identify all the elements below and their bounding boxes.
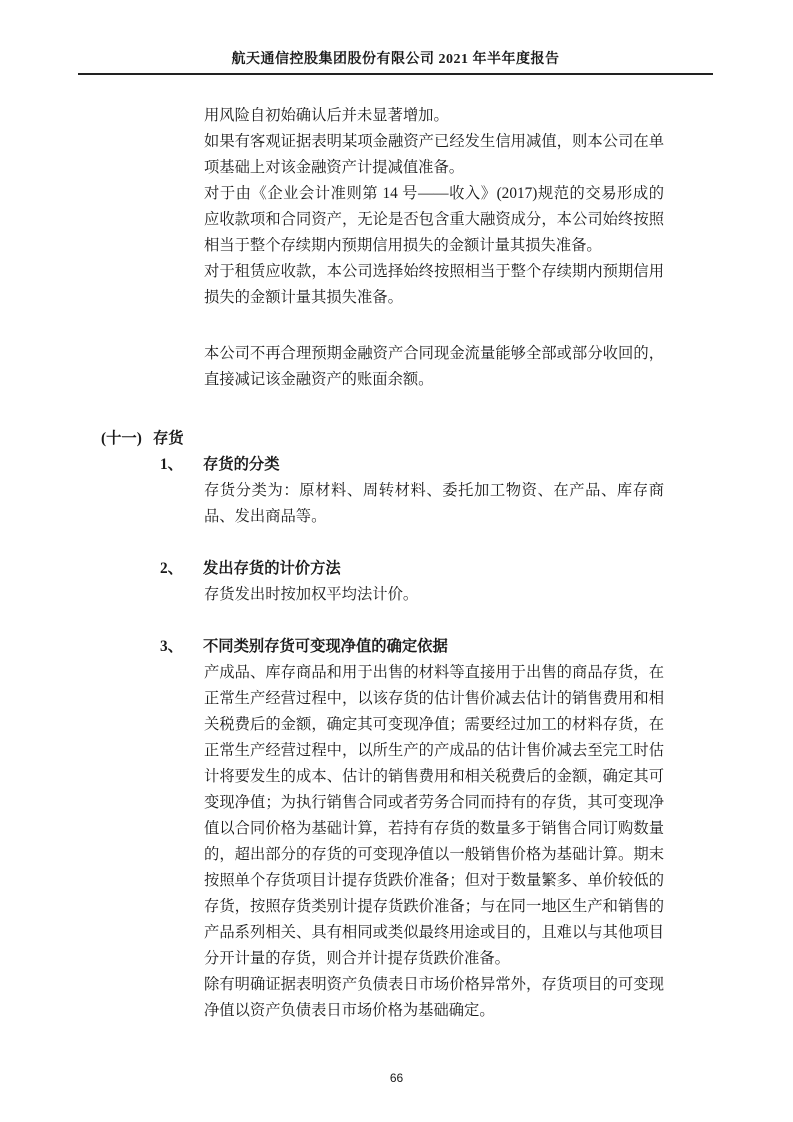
section-number: (十一): [101, 430, 142, 447]
section-items: [0, 452, 793, 1024]
page-header: [78, 52, 713, 75]
paragraph-spacer: [0, 311, 793, 341]
item-title: 存货的分类: [203, 456, 280, 473]
item-number: 2、: [160, 560, 183, 577]
item-number: 3、: [160, 638, 183, 655]
paragraph: 存货分类为：原材料、周转材料、委托加工物资、在产品、库存商品、发出商品等。: [204, 482, 664, 525]
section-spacer: [0, 393, 793, 426]
paragraph: 对于由《企业会计准则第 14 号——收入》(2017)规范的交易形成的应收款项和合同资产，无论是否包含重大融资成分，本公司始终按照相当于整个存续期内预期信用损失的金额计量其损失准备。: [204, 185, 664, 254]
paragraph: 对于租赁应收款，本公司选择始终按照相当于整个存续期内预期信用损失的金额计量其损失准备。: [204, 263, 664, 306]
section-title: 存货: [153, 430, 184, 447]
item-title: 发出存货的计价方法: [203, 560, 341, 577]
item-spacer: [0, 608, 793, 634]
item-heading: [160, 634, 793, 660]
page-footer: [0, 1068, 793, 1088]
paragraph: 产成品、库存商品和用于出售的材料等直接用于出售的商品存货，在正常生产经营过程中，以该存货的估计售价减去估计的销售费用和相关税费后的金额，确定其可变现净值；需要经过加工的材料存货，在正常生产经营过程中，以所生产的产成品的估计售价减去至完工时估计将要发生的成本、估计的销售费用和相关税费后的金额，确定其可变现净值；为执行销售合同或者劳务合同而持有的存货，其可变现净值以合同价格为基础计算，若持有存货的数量多于销售合同订购数量的，超出部分的存货的可变现净值以一般销售价格为基础计算。期末按照单个存货项目计提存货跌价准备；但对于数量繁多、单价较低的存货，按照存货类别计提存货跌价准备；与在同一地区生产和销售的产品系列相关、具有相同或类似最终用途或目的，且难以与其他项目分开计量的存货，则合并计提存货跌价准备。: [204, 664, 664, 967]
item-number: 1、: [160, 456, 183, 473]
report-title: 航天通信控股集团股份有限公司 2021 年半年度报告: [231, 52, 560, 67]
paragraph: 除有明确证据表明资产负债表日市场价格异常外，存货项目的可变现净值以资产负债表日市场价格为基础确定。: [204, 976, 664, 1019]
item-heading: [160, 452, 793, 478]
paragraph: 用风险自初始确认后并未显著增加。: [204, 107, 449, 124]
page-number: 66: [389, 1071, 404, 1085]
paragraph: 存货发出时按加权平均法计价。: [204, 586, 419, 603]
intro-paragraphs: [0, 103, 793, 311]
document-body: [0, 103, 793, 1024]
item-heading: [160, 556, 793, 582]
section-heading-inventory: [101, 426, 793, 452]
paragraph: 如果有客观证据表明某项金融资产已经发生信用减值，则本公司在单项基础上对该金融资产计提减值准备。: [204, 133, 664, 176]
paragraph: 本公司不再合理预期金融资产合同现金流量能够全部或部分收回的，直接减记该金融资产的账面余额。: [204, 345, 664, 388]
item-title: 不同类别存货可变现净值的确定依据: [203, 638, 448, 655]
item-spacer: [0, 530, 793, 556]
standalone-paragraphs: [0, 341, 793, 393]
